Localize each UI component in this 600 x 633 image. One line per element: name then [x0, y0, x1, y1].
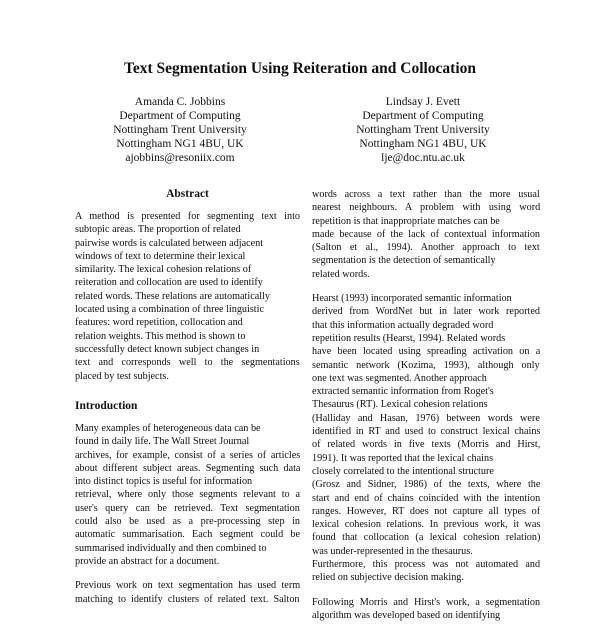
text-line: related words.	[312, 268, 370, 280]
text-line: lexical cohesion relations. In previous work, it was	[312, 519, 540, 531]
text-line: was under-represented in the thesaurus.	[312, 545, 473, 557]
text-line: have been located using spreading activation on a	[312, 346, 540, 358]
right-column-body	[312, 188, 540, 633]
text-line: subtopic areas. The proportion of related	[75, 224, 241, 236]
text-line: identified in RT and used to construct lexical chains	[312, 426, 540, 438]
text-line: summarised individually and then combined to	[75, 542, 267, 554]
text-line: start and end of chains coincided with the intention	[312, 492, 540, 504]
text-line: one text was segmented. Another approach	[312, 372, 487, 384]
text-line: could also be used as a pre-processing step in	[75, 516, 300, 528]
text-line: closely correlated to the intentional structure	[312, 465, 494, 477]
text-line: archives, for example, consist of a series of articles	[75, 449, 300, 461]
text-line: relation weights. This method is shown to	[75, 330, 246, 342]
right-paragraph-2	[312, 292, 540, 585]
text-line: semantic network (Kozima, 1993), although only	[312, 359, 540, 371]
text-line: related words. These relations are automatically	[75, 290, 270, 302]
author-address: Nottingham NG1 4BU, UK	[359, 138, 487, 150]
text-line: successfully detect known subject changes in	[75, 343, 260, 355]
abstract-heading: Abstract	[166, 188, 209, 200]
text-line: text and corresponds well to the segmentations	[75, 357, 300, 369]
author-name: Amanda C. Jobbins	[134, 96, 226, 108]
paper-title: Text Segmentation Using Reiteration and Collocation	[123, 60, 477, 77]
introduction-paragraph-2	[75, 579, 300, 606]
author-name: Lindsay J. Evett	[385, 96, 461, 108]
author-university: Nottingham Trent University	[113, 124, 247, 136]
text-line: words across a text rather than the more usual	[312, 189, 540, 200]
text-line: Furthermore, this process was not automated and	[312, 559, 540, 571]
author-email: lje@doc.ntu.ac.uk	[381, 152, 465, 164]
text-line: relied on subjective decision making.	[312, 572, 464, 584]
abstract-paragraph	[75, 210, 300, 383]
text-line: (Halliday and Hasan, 1976) between words were	[312, 412, 540, 424]
text-line: placed by test subjects.	[75, 370, 169, 382]
author-block-1	[65, 95, 295, 165]
introduction-heading: Introduction	[75, 400, 138, 412]
text-line: found in daily life. The Wall Street Journal	[75, 436, 250, 448]
text-line: reiteration and collocation are used to identify	[75, 277, 263, 289]
text-line: (Salton et al., 1994). Another approach to text	[312, 242, 540, 254]
text-line: Previous work on text segmentation has used term	[75, 580, 300, 592]
text-line: nearest neighbours. A problem with using word	[312, 202, 540, 214]
text-line: made because of the lack of contextual information	[312, 228, 540, 240]
text-line: located using a combination of three linguistic	[75, 304, 264, 316]
author-email: ajobbins@resoniix.com	[125, 152, 235, 164]
text-line: pairwise words is calculated between adjacent	[75, 237, 264, 249]
introduction-paragraph-1	[75, 422, 300, 568]
text-line: matching to identify clusters of related text. Salton	[75, 593, 300, 605]
text-line: A method is presented for segmenting text into	[75, 211, 300, 222]
text-line: found that collocation (a lexical cohesion relation)	[312, 532, 540, 544]
author-address: Nottingham NG1 4BU, UK	[116, 138, 244, 150]
text-line: Many examples of heterogeneous data can be	[75, 423, 261, 434]
introduction-body	[75, 422, 300, 617]
text-line: about different subject areas. Segmenting such data	[75, 462, 300, 474]
text-line: repetition is that inappropriate matches can be	[312, 215, 500, 227]
text-line: into distinct topics is useful for information	[75, 476, 253, 488]
text-line: Thesaurus (RT). Lexical cohesion relations	[312, 399, 488, 411]
text-line: user's query can be retrieved. Text segmentation	[75, 502, 300, 514]
text-line: derived from WordNet but in later work reported	[312, 306, 540, 318]
author-university: Nottingham Trent University	[356, 124, 490, 136]
text-line: (Grosz and Sidner, 1986) of the texts, where the	[312, 479, 540, 491]
text-line: segmentation is the detection of semantically	[312, 255, 496, 267]
text-line: automatic summarisation. Each segment could be	[75, 529, 300, 541]
text-line: that this information actually degraded word	[312, 319, 494, 331]
right-paragraph-1	[312, 188, 540, 281]
text-line: repetition results (Hearst, 1994). Related words	[312, 332, 506, 344]
text-line: of related words in five texts (Morris and Hirst,	[312, 439, 540, 451]
text-line: provide an abstract for a document.	[75, 555, 220, 567]
text-line: ranges. However, RT does not capture all types of	[312, 505, 540, 517]
text-line: algorithm was developed based on identifying	[312, 609, 501, 621]
text-line: similarity. The lexical cohesion relations of	[75, 264, 252, 276]
author-block-2	[308, 95, 538, 165]
text-line: Hearst (1993) incorporated semantic information	[312, 293, 512, 305]
text-line: retrieval, where only those segments relevant to a	[75, 489, 300, 501]
text-line: extracted semantic information from Roget's	[312, 386, 494, 398]
text-line: windows of text to determine their lexical	[75, 250, 246, 262]
author-department: Department of Computing	[119, 110, 241, 122]
text-line: Following Morris and Hirst's work, a segmentation	[312, 596, 540, 608]
text-line: features: word repetition, collocation and	[75, 317, 243, 329]
text-line: 1991). It was reported that the lexical chains	[312, 452, 494, 464]
author-department: Department of Computing	[362, 110, 484, 122]
abstract-body	[75, 210, 300, 394]
